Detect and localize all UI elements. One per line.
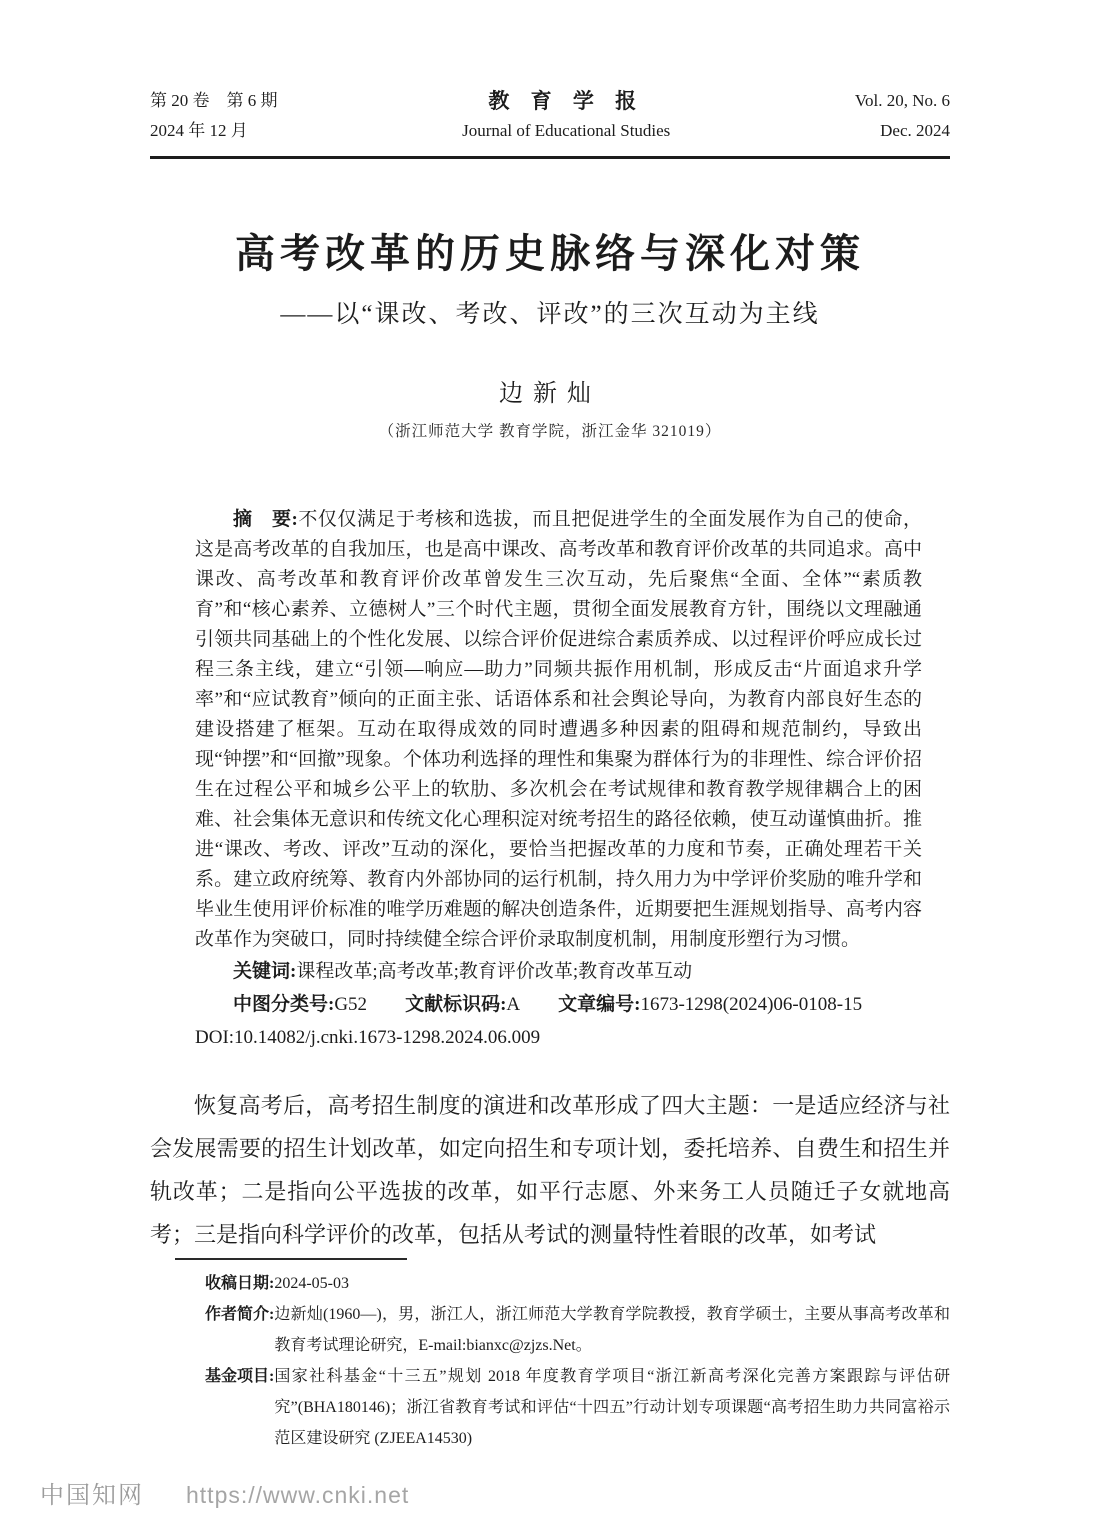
received-label: 收稿日期: <box>205 1275 275 1292</box>
article-no-value: 1673-1298(2024)06-0108-15 <box>640 994 863 1015</box>
journal-title-cn: 教 育 学 报 <box>488 89 645 113</box>
journal-header <box>150 86 950 146</box>
content-column <box>0 86 1093 1454</box>
keywords-text: 课程改革;高考改革;教育评价改革;教育改革互动 <box>296 961 693 982</box>
footnote-funding <box>205 1361 950 1454</box>
issue-date-cn: 2024 年 12 月 <box>150 121 248 140</box>
footnotes <box>205 1268 950 1454</box>
journal-title-block <box>462 86 670 146</box>
doi-line: DOI:10.14082/j.cnki.1673-1298.2024.06.009 <box>195 1027 541 1048</box>
issue-date-en: Dec. 2024 <box>880 121 950 140</box>
doc-code-value: A <box>506 994 521 1015</box>
cnki-watermark <box>40 1475 409 1510</box>
cnki-url: https://www.cnki.net <box>186 1482 410 1508</box>
abstract-label: 摘 要: <box>233 509 298 530</box>
clc-value: G52 <box>334 994 368 1015</box>
bio-text: 边新灿(1960—)，男，浙江人，浙江师范大学教育学院教授，教育学硕士，主要从事高考改革和教育考试理论研究，E-mail:bianxc@zjzs.Net。 <box>274 1306 950 1354</box>
cnki-brand: 中国知网 <box>40 1482 144 1509</box>
author-affiliation: （浙江师范大学 教育学院，浙江金华 321019） <box>378 423 722 440</box>
volume-issue: 第 20 卷 第 6 期 <box>150 91 278 110</box>
issue-info <box>150 86 278 146</box>
body-paragraph: 恢复高考后，高考招生制度的演进和改革形成了四大主题：一是适应经济与社会发展需要的招生计划改革，如定向招生和专项计划，委托培养、自费生和招生并轨改革；二是指向公平选拔的改革，如平行志愿、外来务工人员随迁子女就地高考；三是指向科学评价的改革，包括从考试的测量特性着眼的改革，如考试 <box>150 1093 950 1247</box>
footnote-received <box>205 1268 950 1299</box>
funding-label: 基金项目: <box>205 1368 275 1385</box>
funding-text: 国家社科基金“十三五”规划 2018 年度教育学项目“浙江新高考深化完善方案跟踪与评估研究”(BHA180146)；浙江省教育考试和评估“十四五”行动计划专项课题“高考招生助力共同富裕示范区建设研究 (ZJEEA14530) <box>274 1368 950 1447</box>
article-no-label: 文章编号: <box>558 994 641 1015</box>
footnote-author-bio <box>205 1299 950 1361</box>
header-divider <box>150 156 950 159</box>
issue-info-en <box>855 86 950 146</box>
article-title: 高考改革的历史脉络与深化对策 <box>235 231 865 276</box>
classification-line <box>195 988 922 1021</box>
journal-title-en: Journal of Educational Studies <box>462 121 671 140</box>
clc-label: 中图分类号: <box>233 994 335 1015</box>
author-name: 边新灿 <box>499 381 601 407</box>
doc-code-label: 文献标识码: <box>405 994 507 1015</box>
abstract <box>195 505 922 955</box>
volume-issue-en: Vol. 20, No. 6 <box>854 91 950 110</box>
keywords-label: 关键词: <box>233 961 297 982</box>
received-text: 2024-05-03 <box>274 1275 349 1292</box>
bio-label: 作者简介: <box>205 1306 275 1323</box>
abstract-text: 不仅仅满足于考核和选拔，而且把促进学生的全面发展作为自己的使命，这是高考改革的自我加压，也是高中课改、高考改革和教育评价改革的共同追求。高中课改、高考改革和教育评价改革曾发生三次互动，先后聚焦“全面、全体”“素质教育”和“核心素养、立德树人”三个时代主题，贯彻全面发展教育方针，围绕以文理融通引领共同基础上的个性化发展、以综合评价促进综合素质养成、以过程评价呼应成长过程三条主线，建立“引领—响应—助力”同频共振作用机制，形成反击“片面追求升学率”和“应试教育”倾向的正面主张、话语体系和社会舆论导向，为教育内部良好生态的建设搭建了框架。互动在取得成效的同时遭遇多种因素的阻碍和规范制约，导致出现“钟摆”和“回撤”现象。个体功利选择的理性和集聚为群体行为的非理性、综合评价招生在过程公平和城乡公平上的软肋、多次机会在考试规律和教育教学规律耦合上的困难、社会集体无意识和传统文化心理积淀对统考招生的路径依赖，使互动谨慎曲折。推进“课改、考改、评改”互动的深化，要恰当把握改革的力度和节奏，正确处理若干关系。建立政府统筹、教育内外部协同的运行机制，持久用力为中学评价奖励的唯升学和毕业生使用评价标准的唯学历难题的解决创造条件，近期要把生涯规划指导、高考内容改革作为突破口，同时持续健全综合评价录取制度机制，用制度形塑行为习惯。 <box>195 509 922 950</box>
footnote-divider <box>175 1258 407 1260</box>
article-subtitle: ——以“课改、考改、评改”的三次互动为主线 <box>280 301 820 328</box>
keywords-line <box>195 955 922 988</box>
